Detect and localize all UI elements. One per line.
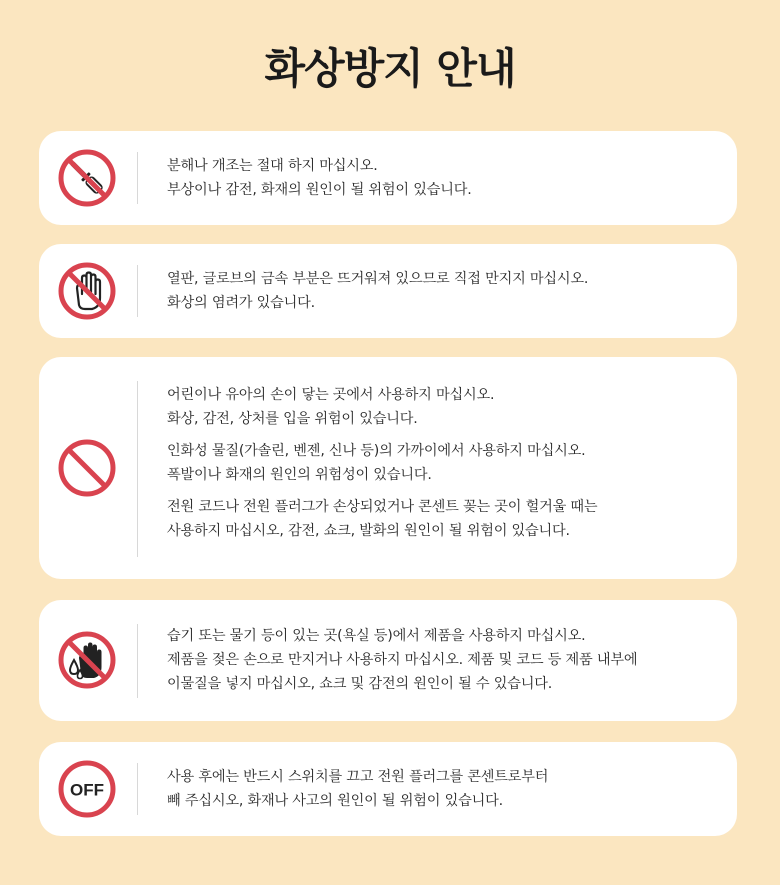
divider <box>137 624 138 698</box>
notice-line: 빼 주십시오, 화재나 사고의 원인이 될 위험이 있습니다. <box>167 793 503 809</box>
notice-line: 사용하지 마십시오, 감전, 쇼크, 발화의 원인이 될 위험이 있습니다. <box>167 523 570 539</box>
no-wet-hands-icon <box>39 630 135 690</box>
notice-paragraph <box>167 495 723 543</box>
notice-line: 분해나 개조는 절대 하지 마십시오. <box>167 158 378 174</box>
notice-text <box>167 624 723 696</box>
notice-paragraph <box>167 267 723 315</box>
notice-line: 전원 코드나 전원 플러그가 손상되었거나 콘센트 꽂는 곳이 헐거울 때는 <box>167 499 598 515</box>
notice-card-hot-surface <box>39 244 737 338</box>
no-disassembly-screwdriver-icon <box>39 148 135 208</box>
notice-line: 폭발이나 화재의 원인의 위험성이 있습니다. <box>167 467 432 483</box>
divider <box>137 265 138 317</box>
power-off-icon <box>39 759 135 819</box>
divider <box>137 763 138 815</box>
notice-line: 열판, 글로브의 금속 부분은 뜨거워져 있으므로 직접 만지지 마십시오. <box>167 271 589 287</box>
notice-text <box>167 383 723 543</box>
notice-line: 제품을 젖은 손으로 만지거나 사용하지 마십시오. 제품 및 코드 등 제품 내부에 <box>167 652 638 668</box>
notice-line: 화상, 감전, 상처를 입을 위험이 있습니다. <box>167 411 418 427</box>
notice-line: 부상이나 감전, 화재의 원인이 될 위험이 있습니다. <box>167 182 472 198</box>
notice-line: 화상의 염려가 있습니다. <box>167 295 315 311</box>
notice-text <box>167 154 723 202</box>
divider <box>137 152 138 204</box>
notice-line: 습기 또는 물기 등이 있는 곳(욕실 등)에서 제품을 사용하지 마십시오. <box>167 628 586 644</box>
notice-card-disassembly <box>39 131 737 225</box>
notice-paragraph <box>167 154 723 202</box>
notice-text <box>167 267 723 315</box>
notice-card-moisture <box>39 600 737 721</box>
page-title: 화상방지 안내 <box>264 44 516 93</box>
notice-text <box>167 765 723 813</box>
divider <box>137 381 138 557</box>
off-label: OFF <box>70 780 104 800</box>
notice-card-general-prohibition <box>39 357 737 579</box>
notice-paragraph <box>167 383 723 431</box>
notice-line: 사용 후에는 반드시 스위치를 끄고 전원 플러그를 콘센트로부터 <box>167 769 549 785</box>
notice-paragraph <box>167 439 723 487</box>
notice-paragraph <box>167 765 723 813</box>
notice-line: 이물질을 넣지 마십시오, 쇼크 및 감전의 원인이 될 수 있습니다. <box>167 676 553 692</box>
prohibition-icon <box>39 438 135 498</box>
notice-line: 어린이나 유아의 손이 닿는 곳에서 사용하지 마십시오. <box>167 387 495 403</box>
notice-line: 인화성 물질(가솔린, 벤젠, 신나 등)의 가까이에서 사용하지 마십시오. <box>167 443 586 459</box>
no-touch-hand-icon <box>39 261 135 321</box>
notice-paragraph <box>167 624 723 696</box>
notice-card-power-off <box>39 742 737 836</box>
